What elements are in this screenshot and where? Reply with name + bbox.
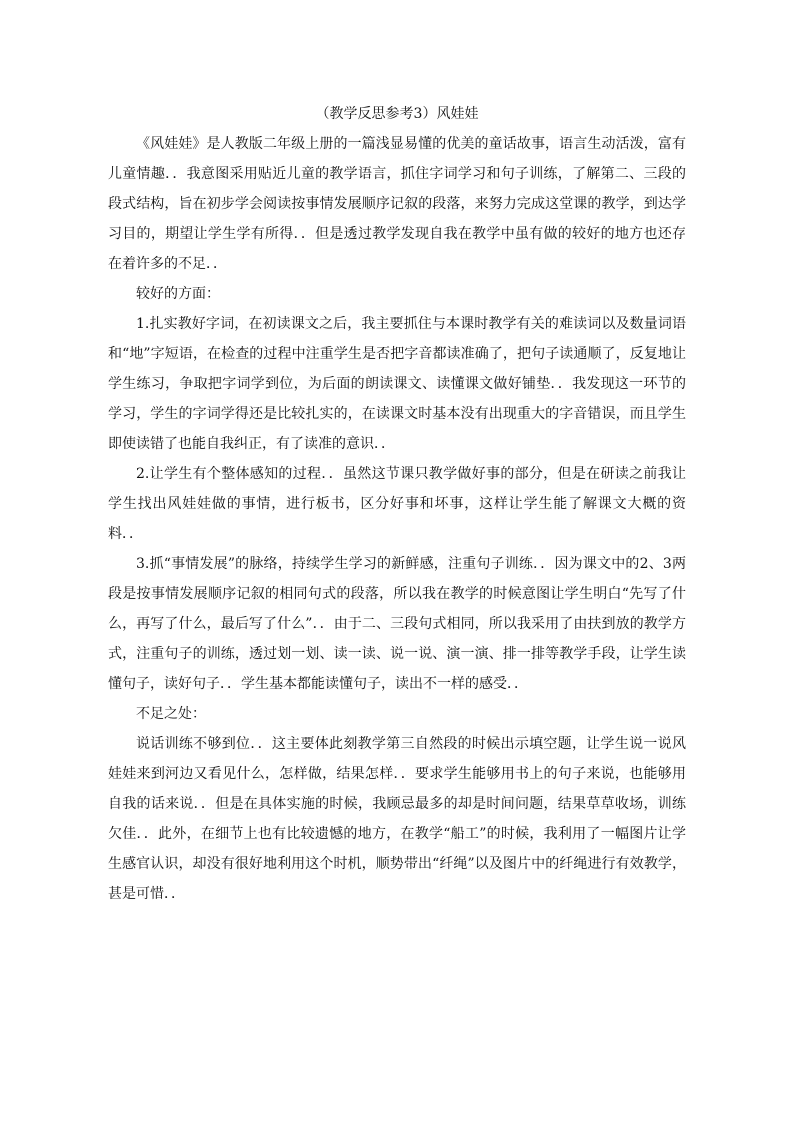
intro-paragraph: 《风娃娃》是人教版二年级上册的一篇浅显易懂的优美的童话故事，语言生动活泼，富有儿童情趣．．我意图采用贴近儿童的教学语言，抓住字词学习和句子训练，了解第二、三段的段式结构，旨在初步学会阅读按事情发展顺序记叙的段落，来努力完成这堂课的教学，到达学习目的，期望让学生学有所得．．但是透过教学发现自我在教学中虽有做的较好的地方也还存在着许多的不足．． bbox=[108, 136, 686, 272]
weaknesses-heading: 不足之处： bbox=[136, 706, 206, 722]
strengths-heading: 较好的方面： bbox=[136, 286, 220, 302]
strength-item-2: 2.让学生有个整体感知的过程．．虽然这节课只教学做好事的部分，但是在研读之前我让学生找出风娃娃做的事情，进行板书，区分好事和坏事，这样让学生能了解课文大概的资料．． bbox=[108, 466, 686, 542]
document-page bbox=[108, 99, 686, 909]
strength-item-3: 3.抓“事情发展”的脉络，持续学生学习的新鲜感，注重句子训练．．因为课文中的2、3两段是按事情发展顺序记叙的相同句式的段落，所以我在教学的时候意图让学生明白“先写了什么，再写了什么，最后写了什么”．．由于二、三段句式相同，所以我采用了由扶到放的教学方式，注重句子的训练，透过划一划、读一读、说一说、演一演、排一排等教学手段，让学生读懂句子，读好句子．．学生基本都能读懂句子，读出不一样的感受．． bbox=[108, 556, 686, 692]
weakness-paragraph: 说话训练不够到位．．这主要体此刻教学第三自然段的时候出示填空题，让学生说一说风娃娃来到河边又看见什么，怎样做，结果怎样．．要求学生能够用书上的句子来说，也能够用自我的话来说．．但是在具体实施的时候，我顾忌最多的却是时间问题，结果草草收场，训练欠佳．．此外，在细节上也有比较遗憾的地方，在教学“船工”的时候，我利用了一幅图片让学生感官认识，却没有很好地利用这个时机，顺势带出“纤绳”以及图片中的纤绳进行有效教学，甚是可惜．． bbox=[108, 736, 686, 902]
strength-item-1: 1.扎实教好字词，在初读课文之后，我主要抓住与本课时教学有关的难读词以及数量词语和“地”字短语，在检查的过程中注重学生是否把字音都读准确了，把句子读通顺了，反复地让学生练习，争取把字词学到位，为后面的朗读课文、读懂课文做好铺垫．．我发现这一环节的学习，学生的字词学得还是比较扎实的，在读课文时基本没有出现重大的字音错误，而且学生即使读错了也能自我纠正，有了读准的意识．． bbox=[108, 316, 686, 452]
document-title: （教学反思参考3）风娃娃 bbox=[315, 106, 479, 122]
